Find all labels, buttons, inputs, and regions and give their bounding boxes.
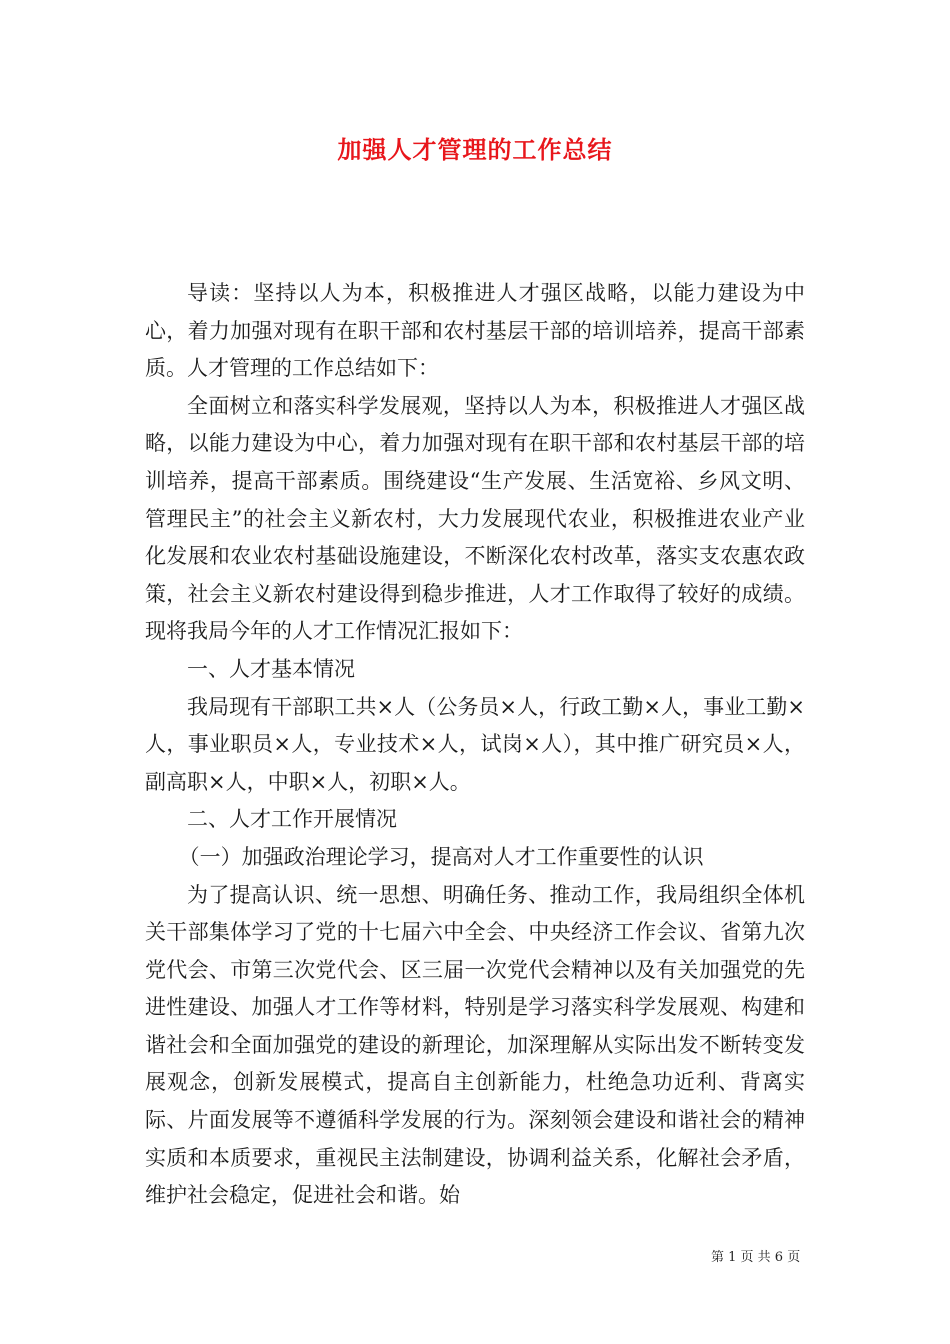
paragraph-overview: 全面树立和落实科学发展观，坚持以人为本，积极推进人才强区战略，以能力建设为中心，着力加强对现有在职干部和农村基层干部的培训培养，提高干部素质。围绕建设“生产发展、生活宽裕、乡风文明、管理民主”的社会主义新农村，大力发展现代农业，积极推进农业产业化发展和农业农村基础设施建设，不断深化农村改革，落实支农惠农政策，社会主义新农村建设得到稳步推进，人才工作取得了较好的成绩。现将我局今年的人才工作情况汇报如下：	[145, 393, 805, 644]
page-number: 第 1 页 共 6 页	[711, 1250, 801, 1265]
document-body	[145, 275, 805, 1215]
paragraph-study: 为了提高认识、统一思想、明确任务、推动工作，我局组织全体机关干部集体学习了党的十七届六中全会、中央经济工作会议、省第九次党代会、市第三次党代会、区三届一次党代会精神以及有关加强党的先进性建设、加强人才工作等材料，特别是学习落实科学发展观、构建和谐社会和全面加强党的建设的新理论，加深理解从实际出发不断转变发展观念，创新发展模式，提高自主创新能力，杜绝急功近利、背离实际、片面发展等不遵循科学发展的行为。深刻领会建设和谐社会的精神实质和本质要求，重视民主法制建设，协调利益关系，化解社会矛盾，维护社会稳定，促进社会和谐。始	[145, 882, 805, 1208]
paragraph-staff-info: 我局现有干部职工共×人（公务员×人，行政工勤×人，事业工勤×人，事业职员×人，专业技术×人，试岗×人），其中推广研究员×人，副高职×人，中职×人，初职×人。	[145, 694, 805, 794]
paragraph-intro: 导读：坚持以人为本，积极推进人才强区战略，以能力建设为中心，着力加强对现有在职干部和农村基层干部的培训培养，提高干部素质。人才管理的工作总结如下：	[145, 281, 805, 381]
document-title: 加强人才管理的工作总结	[337, 135, 613, 164]
section-heading-1: 一、人才基本情况	[187, 656, 355, 681]
subsection-heading-1: （一）加强政治理论学习，提高对人才工作重要性的认识	[178, 844, 704, 869]
section-heading-2: 二、人才工作开展情况	[187, 807, 397, 832]
